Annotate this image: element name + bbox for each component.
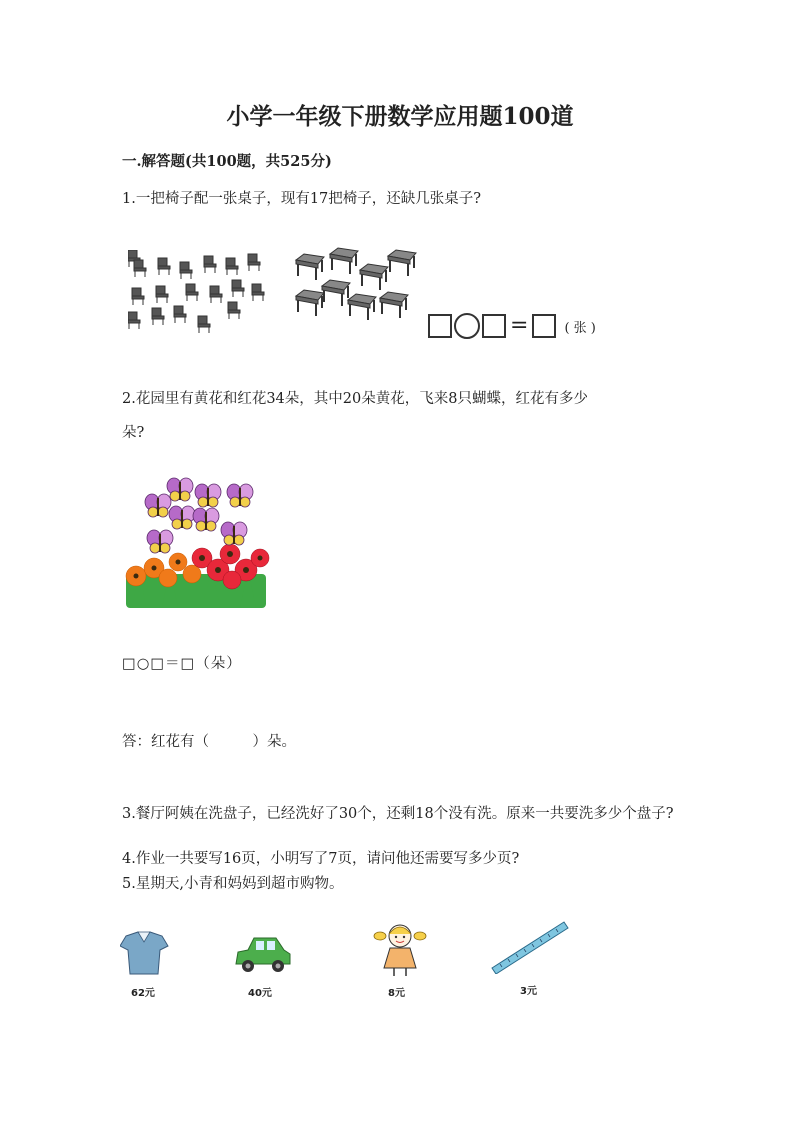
shirt-icon	[120, 930, 170, 978]
doll-icon	[372, 920, 428, 978]
question-3: 3.餐厅阿姨在洗盘子，已经洗好了30个，还剩18个没有洗。原来一共要洗多少个盘子?	[122, 806, 674, 822]
chairs-illustration	[128, 250, 268, 340]
page-title: 小学一年级下册数学应用题100道	[226, 103, 574, 130]
answer-line-2: 答：红花有（ ）朵。	[122, 734, 296, 750]
ruler-icon	[490, 918, 570, 974]
question-2-line2: 朵?	[122, 425, 145, 441]
equation-2: □○□＝□（朵）	[122, 656, 242, 672]
operator-circle[interactable]	[454, 313, 480, 339]
car-icon	[232, 934, 292, 978]
equals-sign: =	[510, 313, 529, 338]
ruler-price: 3元	[520, 986, 537, 997]
question-2-line1: 2.花园里有黄花和红花34朵，其中20朵黄花，飞来8只蝴蝶，红花有多少	[122, 391, 588, 407]
answer-box[interactable]	[532, 314, 556, 338]
answer-box[interactable]	[428, 314, 452, 338]
flowers-butterflies-illustration	[122, 474, 272, 614]
unit-label: ( 张 )	[564, 320, 596, 336]
car-price: 40元	[248, 988, 272, 999]
question-4: 4.作业一共要写16页，小明写了7页，请问他还需要写多少页?	[122, 851, 520, 867]
section-heading: 一.解答题(共100题，共525分)	[122, 153, 332, 170]
doll-price: 8元	[388, 988, 405, 999]
shirt-price: 62元	[131, 988, 155, 999]
question-5: 5.星期天,小青和妈妈到超市购物。	[122, 876, 344, 892]
desks-illustration	[292, 246, 420, 330]
question-1: 1.一把椅子配一张桌子，现有17把椅子，还缺几张桌子?	[122, 191, 482, 207]
answer-box[interactable]	[482, 314, 506, 338]
equation-boxes-1	[428, 313, 596, 339]
